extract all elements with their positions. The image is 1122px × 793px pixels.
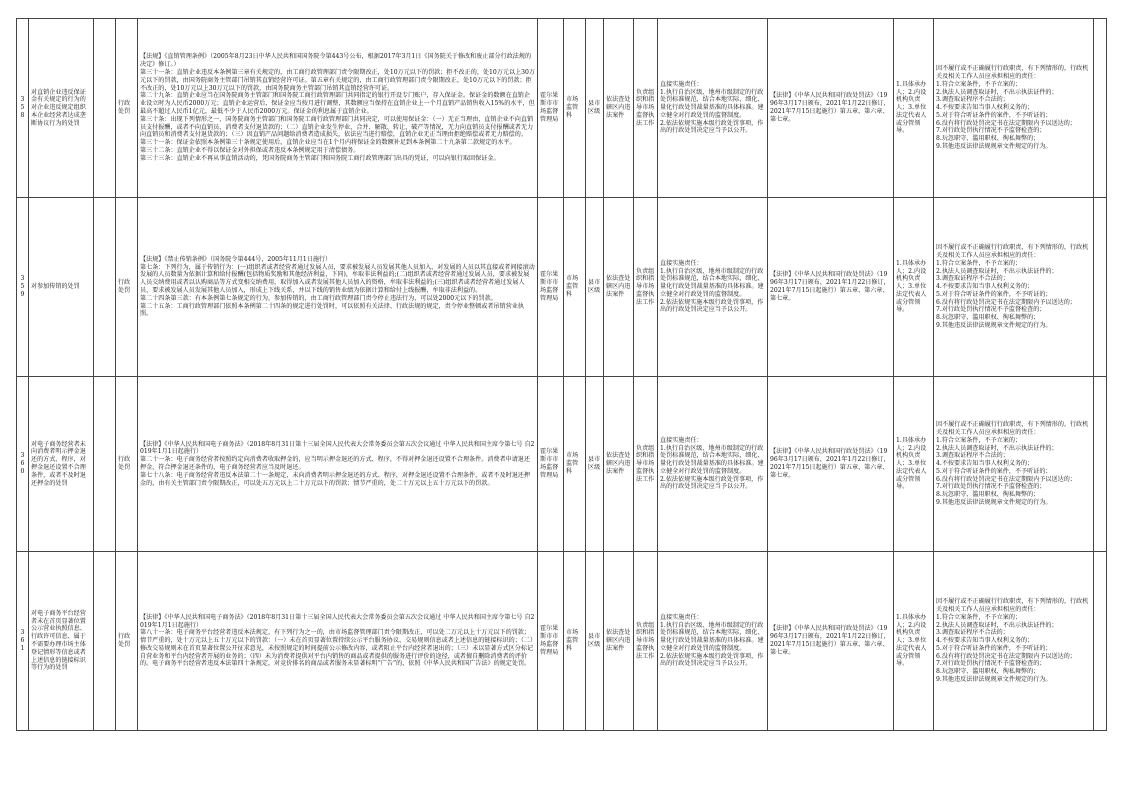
accountability-line: 8.玩忽职守、滥用职权、徇私舞弊的；: [936, 668, 1040, 676]
duty-line: 直接实施责任：: [660, 436, 703, 444]
duty-line: 直接实施责任：: [660, 259, 703, 267]
legal-basis: [138, 19, 538, 198]
item-name: 对参加传销的处罚: [29, 198, 94, 377]
accountability-cases: [934, 552, 1094, 731]
exercise-scope: 依法查处辖区内违法案件: [604, 198, 634, 377]
duty-line: 1.执行自治区级、地州市级制定的行政处罚标准规范，结合本地实际，细化、量化行政处罚裁量基准的具体标准。建立健全对行政处罚的监督制度。: [660, 267, 764, 298]
duty-line: 1.执行自治区级、地州市级制定的行政处罚标准规范，结合本地实际，细化、量化行政处罚裁量基准的具体标准。建立健全对行政处罚的监督制度。: [660, 444, 764, 475]
empty-cell: [94, 552, 116, 731]
table-row: [17, 198, 1107, 377]
accountability-line: 5.对于符合听证条件的案件，不予听证的；: [936, 467, 1052, 475]
basis-paragraph: 第三十三条：直销企业不再从事直销活动的，凭国务院商务主管部门和国务院工商行政管理部门出具的凭证，可以向银行取回保证金。: [140, 154, 500, 162]
item-number: 358: [17, 19, 29, 198]
accountable-persons: 1.具体承办人；2.内设机构负责人；3.单位法定代表人或分管领导。: [894, 19, 934, 198]
law-basis: 【法律】《中华人民共和国行政处罚法》（1996年3月17日颁布，2021年1月22日修订，2021年7月15日起施行）第五章、第六章、第七章。: [768, 198, 894, 377]
basis-paragraph: 第三十一条：直销企业违反本条例第三章有关规定的，由工商行政管理部门责令限期改正，处10万元以下的罚款；拒不改正的，处10万元以上30万元以下的罚款，由国务院商务主管部门吊销其直销经营许可证。第五章有关规定的，由工商行政管理部门责令限期改正，处10万元以下的罚款；拒不改正的，处10万元以上30万元以下的罚款，由国务院商务主管部门吊销其直销经营许可证。: [140, 69, 535, 92]
basis-paragraph: 第二十九条：直销企业应当在国务院商务主管部门和国务院工商行政管理部门共同指定的银行开设专门账户，存入保证金。保证金的数额在直销企业设立时为人民币2000万元；直销企业运营后，保证金应当按月进行调整，其数额应当保持在直销企业上一个月直销产品销售收入15%的水平，但最高不超过人民币1亿元，最低不少于人民币2000万元。保证金的利息属于直销企业。: [140, 92, 535, 115]
accountability-line: 8.玩忽职守、滥用职权、徇私舞弊的；: [936, 491, 1040, 499]
item-category: 行政处罚: [116, 19, 138, 198]
accountability-line: 1.符合立案条件，不予立案的；: [936, 259, 1022, 267]
accountability-line: 6.没有将行政处罚决定书在法定期限内予以送达的；: [936, 652, 1076, 660]
exercise-scope: 依法查处辖区内违法案件: [604, 377, 634, 552]
law-basis: 【法律】《中华人民共和国行政处罚法》（1996年3月17日颁布，2021年1月22日修订，2021年7月15日起施行）第五章、第六章、第七章。: [768, 552, 894, 731]
exercise-scope: 依法查处辖区内违法案件: [604, 19, 634, 198]
implementing-org: 霍尔果斯市市场监督管理局: [538, 198, 564, 377]
basis-paragraph: 第二十一条：电子商务经营者按照约定向消费者收取押金的，应当明示押金退还的方式、程序，不得对押金退还设置不合理条件。消费者申请退还押金，符合押金退还条件的，电子商务经营者应当及时退还。: [140, 456, 530, 471]
empty-cell: [94, 377, 116, 552]
accountability-line: 7.对行政处罚执行情况不予监督检查的；: [936, 127, 1046, 135]
item-name: 对电子商务平台经营者未在首页显著位置公示营业执照信息、行政许可信息、属于不需要办理市场主体登记情形等信息或者上述信息的链接标识等行为的处罚: [29, 552, 94, 731]
responsible-dept: 市场监管科: [564, 19, 586, 198]
duty-subject: 负责组织和指导市场监督执法工作: [634, 198, 658, 377]
duty-line: 1.执行自治区级、地州市级制定的行政处罚标准规范，结合本地实际，细化、量化行政处罚裁量基准的具体标准。建立健全对行政处罚的监督制度。: [660, 88, 764, 119]
accountability-line: 6.没有将行政处罚决定书在法定期限内予以送达的；: [936, 298, 1076, 306]
duty-line: 直接实施责任：: [660, 80, 703, 88]
law-basis: 【法律】《中华人民共和国行政处罚法》（1996年3月17日颁布，2021年1月22日修订，2021年7月15日起施行）第五章、第六章、第七章。: [768, 377, 894, 552]
implementing-org: 霍尔果斯市市场监督管理局: [538, 552, 564, 731]
accountability-line: 因不履行或不正确履行行政职责，有下列情形的，行政机关及相关工作人员应承担相应的责任：: [936, 598, 1089, 613]
basis-paragraph: 第七十八条：电子商务经营者违反本法第二十一条规定，未向消费者明示押金退还的方式、程序，对押金退还设置不合理条件，或者不及时退还押金的，由有关主管部门责令限期改正，可以处五万元以上二十万元以下的罚款；情节严重的，处二十万元以上五十万元以下的罚款。: [140, 471, 530, 487]
basis-paragraph: 第二十五条：工商行政管理部门依照本条例第二十四条的规定进行处罚时，可以依照有关法律、行政法规的规定，责令停业整顿或者吊销营业执照。: [140, 302, 524, 318]
accountability-line: 因不履行或不正确履行行政职责，有下列情形的，行政机关及相关工作人员应承担相应的责任：: [936, 421, 1089, 436]
item-category: 行政处罚: [116, 552, 138, 731]
basis-paragraph: 【法律】《中华人民共和国电子商务法》（2018年8月31日第十三届全国人民代表大会常务委员会第五次会议通过 中华人民共和国主席令第七号 自2019年1月1日起施行）: [140, 613, 535, 629]
duty-list-table: [16, 18, 1107, 731]
item-category: 行政处罚: [116, 198, 138, 377]
responsible-dept: 市场监管科: [564, 552, 586, 731]
implementing-org: 霍尔果斯市市场监督管理局: [538, 377, 564, 552]
accountability-line: 4.不按要求告知当事人权利义务的；: [936, 460, 1034, 468]
remarks-cell: [1094, 552, 1107, 731]
accountability-line: 8.玩忽职守、滥用职权、徇私舞弊的；: [936, 135, 1040, 143]
responsible-dept: 市场监管科: [564, 377, 586, 552]
accountability-line: 1.符合立案条件，不予立案的；: [936, 80, 1022, 88]
accountability-cases: [934, 198, 1094, 377]
accountability-cases: [934, 19, 1094, 198]
item-category: 行政处罚: [116, 377, 138, 552]
basis-paragraph: 第三十二条：直销企业不得以保证金对外担保或者违反本条例规定用于清偿债务。: [140, 146, 360, 154]
accountability-line: 5.对于符合听证条件的案件，不予听证的；: [936, 644, 1052, 652]
table-row: [17, 552, 1107, 731]
responsible-dept: 市场监管科: [564, 198, 586, 377]
accountability-line: 2.执法人员调查取证时，不出示执法证件的；: [936, 444, 1058, 452]
duty-subject: 负责组织和指导市场监督执法工作: [634, 377, 658, 552]
basis-paragraph: 第三十条：出现下列情形之一，国务院商务主管部门和国务院工商行政管理部门共同决定，可以使用保证金：（一）无正当理由，直销企业不向直销员支付报酬，或者不向直销员、消费者支付退货款的；（二）直销企业发生停业、合并、解散、转让、破产等情况，无力向直销员支付报酬或者无力向直销员和消费者支付退货款的；（三）因直销产品问题给消费者造成损失，依法应当进行赔偿，直销企业无正当理由拒绝赔偿或者无力赔偿的。: [140, 115, 534, 139]
duty-line: 直接实施责任：: [660, 613, 703, 621]
accountability-line: 3.调查取证程序不合法的；: [936, 275, 1009, 283]
exercise-level: 县市区级: [586, 19, 604, 198]
remarks-cell: [1094, 19, 1107, 198]
accountability-line: 3.调查取证程序不合法的；: [936, 629, 1009, 637]
exercise-scope: 依法查处辖区内违法案件: [604, 552, 634, 731]
accountability-line: 7.对行政处罚执行情况不予监督检查的；: [936, 483, 1046, 491]
accountability-line: 3.调查取证程序不合法的；: [936, 452, 1009, 460]
accountability-line: 6.没有将行政处罚决定书在法定期限内予以送达的；: [936, 475, 1076, 483]
accountability-line: 4.不按要求告知当事人权利义务的；: [936, 637, 1034, 645]
empty-cell: [94, 19, 116, 198]
accountable-persons: 1.具体承办人；2.内设机构负责人；3.单位法定代表人或分管领导。: [894, 377, 934, 552]
accountability-line: 因不履行或不正确履行行政职责，有下列情形的，行政机关及相关工作人员应承担相应的责任：: [936, 244, 1089, 259]
accountability-line: 9.其他违反法律法规规章文件规定的行为。: [936, 143, 1052, 151]
legal-basis: [138, 377, 538, 552]
basis-paragraph: 第八十一条：电子商务平台经营者违反本法规定，有下列行为之一的，由市场监督管理部门责令限期改正，可以处二万元以上十万元以下的罚款；情节严重的，处十万元以上五十万元以下的罚款：（一）未在首页显著位置持续公示平台服务协议、交易规则信息或者上述信息的链接标识的；（二）修改交易规则未在首页显著位置公开征求意见，未按照规定的时间提前公示修改内容，或者阻止平台内经营者退出的；（三）未以显著方式区分标记自营业务和平台内经营者开展的业务的；（四）未为消费者提供对平台内销售的商品或者提供的服务进行评价的途径，或者擅自删除消费者的评价的。电子商务平台经营者违反本法第四十条规定，对竞价排名的商品或者服务未显著标明“广告”的，依照《中华人民共和国广告法》的规定处罚。: [140, 629, 534, 668]
duty-line: 2.依法依规实施本级行政处罚事项，作出的行政处罚决定应当予以公开。: [660, 475, 764, 491]
responsibility-content: [658, 552, 768, 731]
duty-subject: 负责组织和指导市场监督执法工作: [634, 19, 658, 198]
item-name: 对直销企业违反保证金有关规定的行为的对企业违反规定组织本企业经营者达成垄断协议行为的处罚: [29, 19, 94, 198]
basis-paragraph: 第七条：下列行为，属于传销行为：(一)组织者或者经营者通过发展人员，要求被发展人员发展其他人员加入，对发展的人员以其直接或者间接滚动发展的人员数量为依据计算和给付报酬(包括物质奖励和其他经济利益，下同)，牟取非法利益的;(二)组织者或者经营者通过发展人员，要求被发展人员交纳费用或者以认购商品等方式变相交纳费用，取得加入或者发展其他人员加入的资格，牟取非法利益的;(三)组织者或者经营者通过发展人员，要求被发展人员发展其他人员加入，形成上下线关系，并以下线的销售业绩为依据计算和给付上线报酬，牟取非法利益的。: [140, 263, 535, 294]
accountability-line: 5.对于符合听证条件的案件，不予听证的；: [936, 111, 1052, 119]
accountability-line: 3.调查取证程序不合法的；: [936, 96, 1009, 104]
accountable-persons: 1.具体承办人；2.内设机构负责人；3.单位法定代表人或分管领导。: [894, 552, 934, 731]
duty-line: 2.依法依规实施本级行政处罚事项，作出的行政处罚决定应当予以公开。: [660, 298, 764, 314]
basis-paragraph: 【法规】《禁止传销条例》（国务院令第444号，2005年11月1日施行）: [140, 255, 332, 263]
accountable-persons: 1.具体承办人；2.内设机构负责人；3.单位法定代表人或分管领导。: [894, 198, 934, 377]
accountability-line: 4.不按要求告知当事人权利义务的；: [936, 104, 1034, 112]
duty-subject: 负责组织和指导市场监督执法工作: [634, 552, 658, 731]
item-number: 359: [17, 198, 29, 377]
accountability-line: 2.执法人员调查取证时，不出示执法证件的；: [936, 267, 1058, 275]
accountability-line: 2.执法人员调查取证时，不出示执法证件的；: [936, 621, 1058, 629]
accountability-line: 9.其他违反法律法规规章文件规定的行为。: [936, 499, 1052, 507]
duty-line: 2.依法依规实施本级行政处罚事项，作出的行政处罚决定应当予以公开。: [660, 119, 764, 135]
accountability-line: 因不履行或不正确履行行政职责，有下列情形的，行政机关及相关工作人员应承担相应的责任：: [936, 65, 1089, 80]
accountability-cases: [934, 377, 1094, 552]
law-basis: 【法律】《中华人民共和国行政处罚法》（1996年3月17日颁布，2021年1月22日修订，2021年7月15日起施行）第五章、第六章、第七章。: [768, 19, 894, 198]
basis-paragraph: 【法律】《中华人民共和国电子商务法》（2018年8月31日第十三届全国人民代表大会常务委员会第五次会议通过 中华人民共和国主席令第七号 自2019年1月1日起施行）: [140, 440, 535, 456]
item-number: 361: [17, 552, 29, 731]
empty-cell: [94, 198, 116, 377]
accountability-line: 1.符合立案条件，不予立案的；: [936, 436, 1022, 444]
accountability-line: 2.执法人员调查取证时，不出示执法证件的；: [936, 88, 1058, 96]
exercise-level: 县市区级: [586, 377, 604, 552]
implementing-org: 霍尔果斯市市场监督管理局: [538, 19, 564, 198]
responsibility-content: [658, 198, 768, 377]
accountability-line: 8.玩忽职守、滥用职权、徇私舞弊的；: [936, 314, 1040, 322]
item-name: 对电子商务经营者未向消费者明示押金退还的方式、程序，对押金退还设置不合理条件，或者不及时退还押金的处罚: [29, 377, 94, 552]
accountability-line: 6.没有将行政处罚决定书在法定期限内予以送达的；: [936, 119, 1076, 127]
remarks-cell: [1094, 377, 1107, 552]
basis-paragraph: 第二十四条第三款：有本条例第七条规定的行为，参加传销的，由工商行政管理部门责令停止违法行为，可以处2000元以下的罚款。: [140, 294, 497, 302]
exercise-level: 县市区级: [586, 552, 604, 731]
item-number: 360: [17, 377, 29, 552]
responsibility-content: [658, 19, 768, 198]
accountability-line: 7.对行政处罚执行情况不予监督检查的；: [936, 660, 1046, 668]
table-row: [17, 377, 1107, 552]
duty-line: 1.执行自治区级、地州市级制定的行政处罚标准规范，结合本地实际，细化、量化行政处罚裁量基准的具体标准。建立健全对行政处罚的监督制度。: [660, 621, 764, 652]
exercise-level: 县市区级: [586, 198, 604, 377]
basis-paragraph: 第三十一条：保证金依照本条例第三十条规定使用后，直销企业应当在1个月内将保证金的数额补足到本条例第二十九条第二款规定的水平。: [140, 139, 516, 147]
legal-basis: [138, 198, 538, 377]
accountability-line: 4.不按要求告知当事人权利义务的；: [936, 283, 1034, 291]
accountability-line: 9.其他违反法律法规规章文件规定的行为。: [936, 322, 1052, 330]
table-row: [17, 19, 1107, 198]
legal-basis: [138, 552, 538, 731]
remarks-cell: [1094, 198, 1107, 377]
basis-paragraph: 【法规】《直销管理条例》（2005年8月23日中华人民共和国国务院令第443号公布，根据2017年3月1日《国务院关于修改和废止部分行政法规的决定》修订。）: [140, 53, 532, 69]
responsibility-content: [658, 377, 768, 552]
duty-line: 2.依法依规实施本级行政处罚事项，作出的行政处罚决定应当予以公开。: [660, 652, 764, 668]
accountability-line: 7.对行政处罚执行情况不予监督检查的；: [936, 306, 1046, 314]
accountability-line: 9.其他违反法律法规规章文件规定的行为。: [936, 676, 1052, 684]
accountability-line: 1.符合立案条件，不予立案的；: [936, 613, 1022, 621]
accountability-line: 5.对于符合听证条件的案件，不予听证的；: [936, 290, 1052, 298]
